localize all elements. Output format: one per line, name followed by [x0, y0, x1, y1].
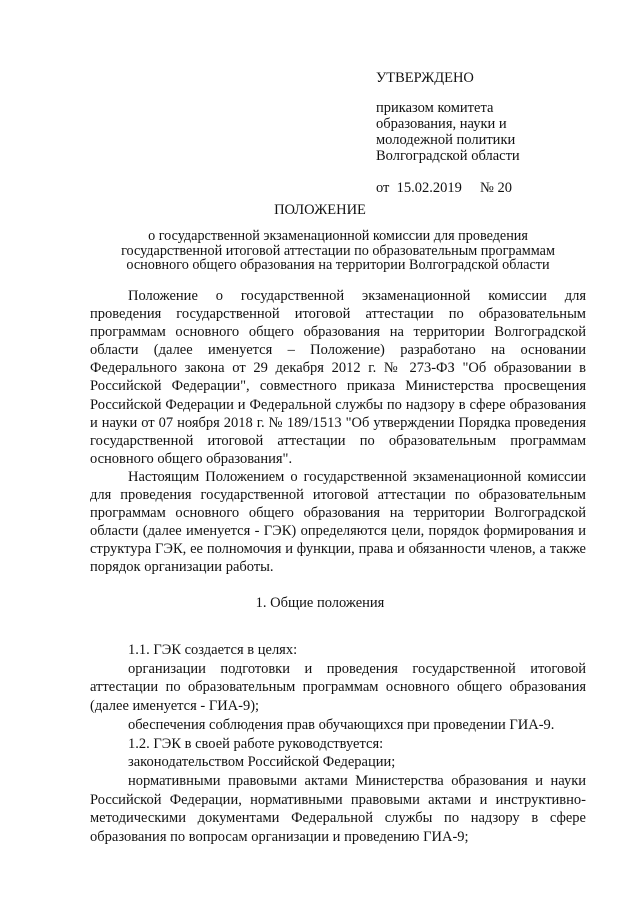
approval-date-number: от 15.02.2019 № 20: [376, 180, 512, 196]
approval-block: [376, 70, 616, 196]
paragraph-text: Настоящим Положением о государственной экзаменационной комиссии для проведения государственной итоговой аттестации по образовательным программам основного общего образования на территории Волгоградской области (далее именуется - ГЭК) определяются цели, порядок формирования и структура ГЭК, ее полномочия и функции, права и обязанности членов, а также порядок организации работы.: [90, 469, 586, 576]
intro-paragraph-1: [90, 287, 586, 468]
section-item: нормативными правовыми актами Министерства образования и науки Российской Федерации, нормативными правовыми актами и инструктивно-методическими документами Федеральной службы по надзору в сфере образования по вопросам организации и проведению ГИА-9;: [90, 772, 586, 846]
approval-line: приказом комитета: [376, 100, 494, 116]
section-item: 1.2. ГЭК в своей работе руководствуется:: [128, 735, 384, 752]
paragraph-text: Положение о государственной экзаменационной комиссии для проведения государственной итоговой аттестации по образовательным программам основного общего образования на территории Волгоградской области (далее именуется – Положение) разработано на основании Федерального закона от 29 декабря 2012 г. № 273-ФЗ "Об образовании в Российской Федерации", совместного приказа Министерства просвещения Российской Федерации и Федеральной службы по надзору в сфере образования и науки от 07 ноября 2018 г. № 189/1513 "Об утверждении Порядка проведения государственной итоговой аттестации по образовательным программам основного общего образования".: [90, 288, 586, 467]
approval-line: образования, науки и: [376, 116, 507, 132]
section-1-content: [90, 641, 586, 847]
document-title: ПОЛОЖЕНИЕ: [274, 202, 366, 218]
document-subtitle: о государственной экзаменационной комиссии для проведения государственной итоговой аттестации по образовательным программам основного общего образования на территории Волгоградской области: [121, 228, 555, 273]
section-item: обеспечения соблюдения прав обучающихся при проведении ГИА-9.: [128, 716, 555, 733]
section-item: 1.1. ГЭК создается в целях:: [128, 642, 298, 658]
approval-line: молодежной политики: [376, 132, 516, 148]
intro-paragraph-2: [90, 468, 586, 577]
section-item: законодательством Российской Федерации;: [128, 754, 396, 771]
approval-title: УТВЕРЖДЕНО: [376, 70, 474, 86]
approval-line: Волгоградской области: [376, 148, 520, 164]
section-heading: 1. Общие положения: [255, 595, 385, 611]
section-item: организации подготовки и проведения государственной итоговой аттестации по образовательным программам основного общего образования (далее именуется - ГИА-9);: [90, 660, 586, 715]
